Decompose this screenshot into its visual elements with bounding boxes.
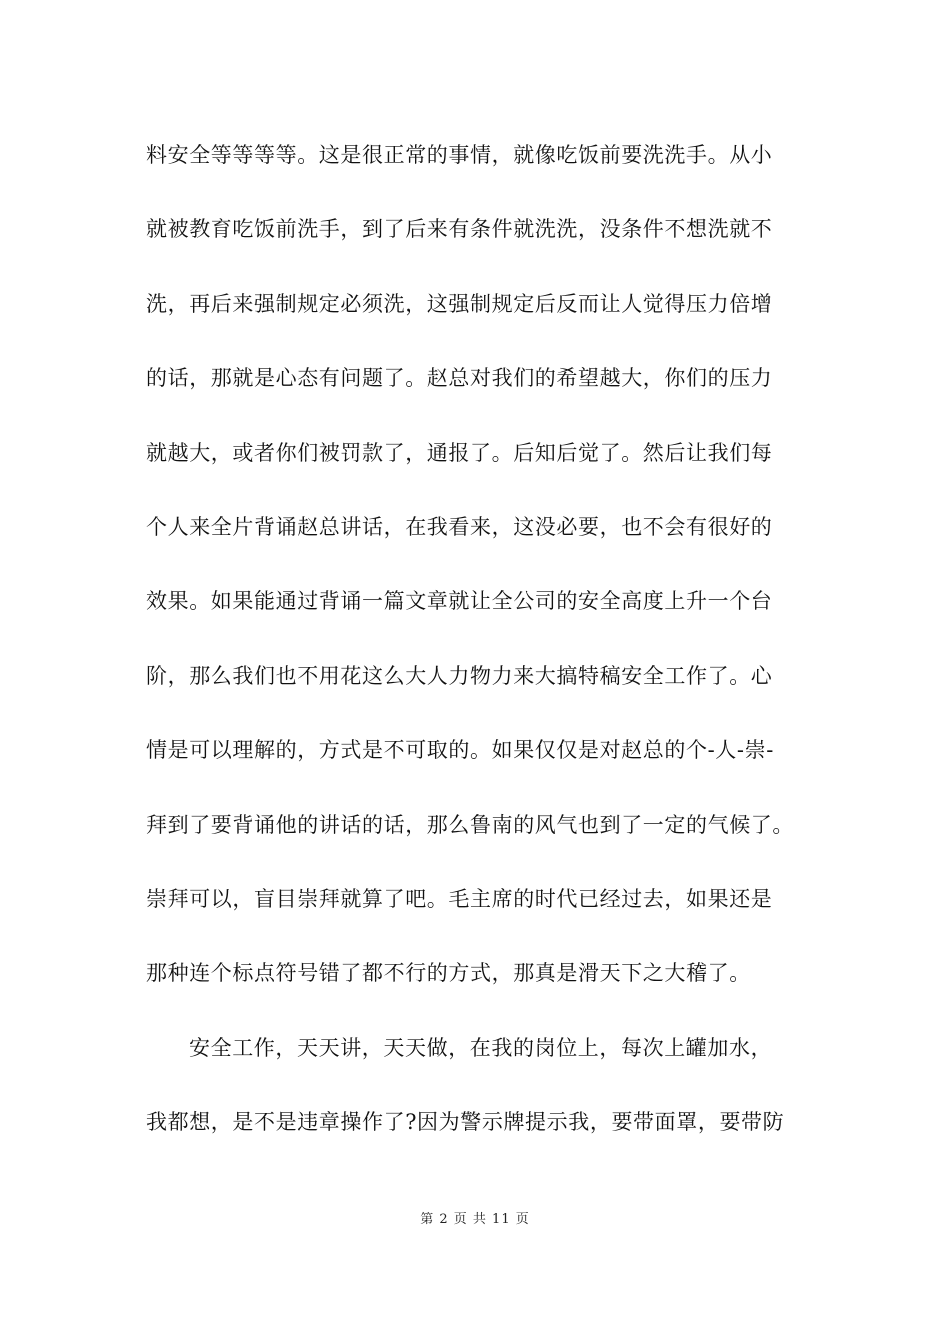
- body-text: [146, 137, 811, 1178]
- text-line: 洗，再后来强制规定必须洗，这强制规定后反而让人觉得压力倍增: [146, 291, 773, 316]
- text-line: 我都想，是不是违章操作了?因为警示牌提示我，要带面罩，要带防: [146, 1110, 785, 1135]
- text-line: 就越大，或者你们被罚款了，通报了。后知后觉了。然后让我们每: [146, 440, 773, 465]
- text-line: 阶，那么我们也不用花这么大人力物力来大搞特稿安全工作了。心: [146, 663, 773, 688]
- text-line: 效果。如果能通过背诵一篇文章就让全公司的安全高度上升一个台: [146, 589, 773, 614]
- text-line: 的话，那就是心态有问题了。赵总对我们的希望越大，你们的压力: [146, 366, 773, 391]
- page-footer: 第 2 页 共 11 页: [420, 1212, 530, 1227]
- text-line: 情是可以理解的，方式是不可取的。如果仅仅是对赵总的个-人-崇-: [146, 738, 774, 763]
- text-line: 那种连个标点符号错了都不行的方式，那真是滑天下之大稽了。: [146, 961, 751, 986]
- text-line: 料安全等等等等。这是很正常的事情，就像吃饭前要洗洗手。从小: [146, 143, 773, 167]
- paragraph-first-line: 安全工作，天天讲，天天做，在我的岗位上，每次上罐加水，: [189, 1035, 773, 1060]
- text-line: 崇拜可以，盲目崇拜就算了吧。毛主席的时代已经过去，如果还是: [146, 886, 773, 911]
- text-line: 拜到了要背诵他的讲话的话，那么鲁南的风气也到了一定的气候了。: [146, 812, 794, 837]
- text-line: 个人来全片背诵赵总讲话，在我看来，这没必要，也不会有很好的: [146, 514, 773, 539]
- text-line: 就被教育吃饭前洗手，到了后来有条件就洗洗，没条件不想洗就不: [146, 217, 773, 242]
